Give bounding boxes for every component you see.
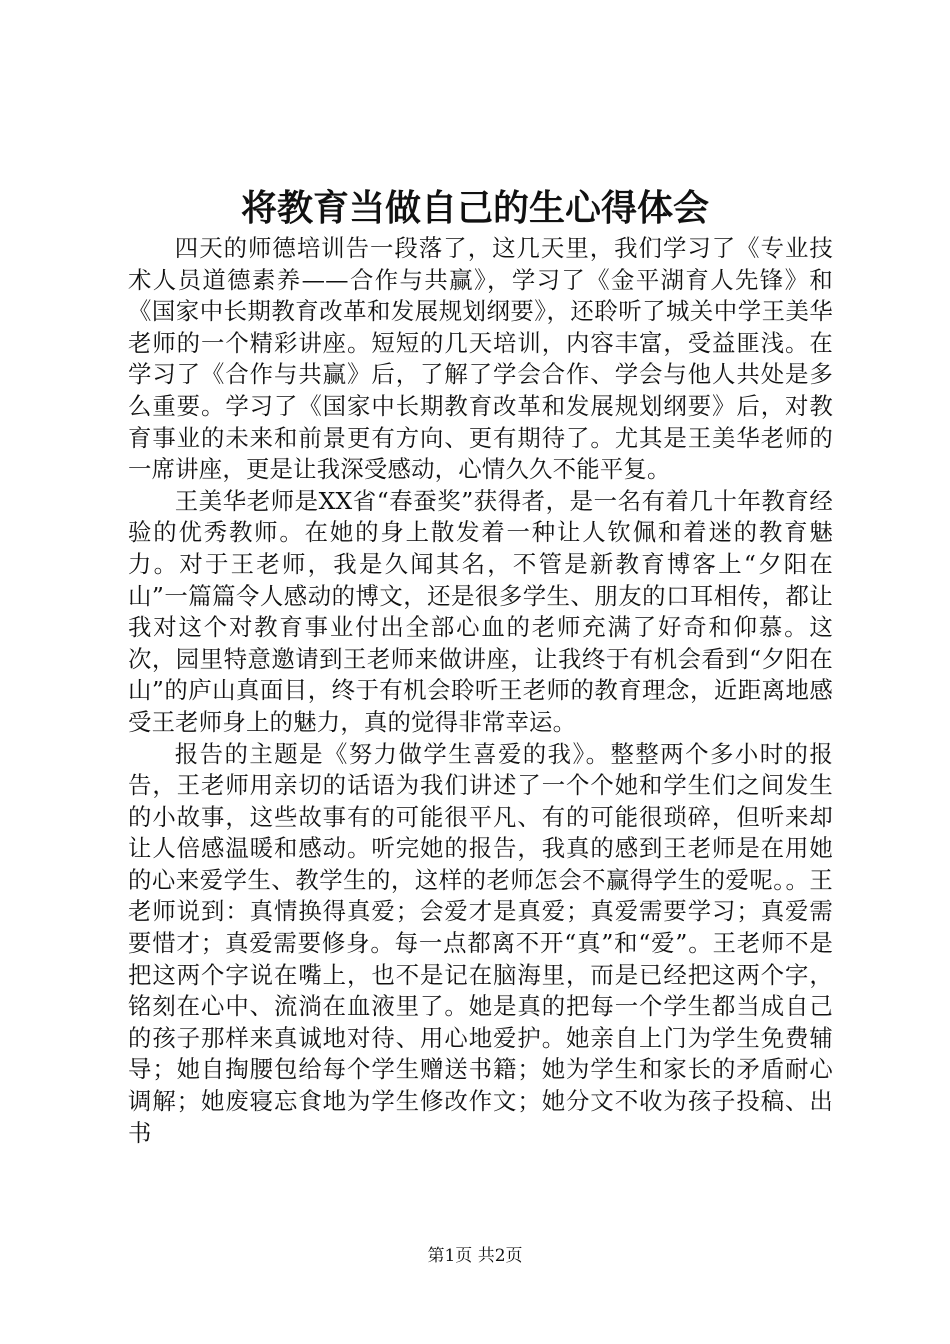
document-title: 将教育当做自己的生心得体会 — [240, 187, 709, 229]
paragraph-2: 王美华老师是XX省“春蚕奖”获得者，是一名有着几十年教育经验的优秀教师。在她的身上散发着一种让人钦佩和着迷的教育魅力。对于王老师，我是久闻其名，不管是新教育博客上“夕阳在山”一篇篇令人感动的博文，还是很多学生、朋友的口耳相传，都让我对这个对教育事业付出全部心血的老师充满了好奇和仰慕。这次，园里特意邀请到王老师来做讲座，让我终于有机会看到“夕阳在山”的庐山真面目，终于有机会聆听王老师的教育理念，近距离地感受王老师身上的魅力，真的觉得非常幸运。 — [128, 486, 833, 736]
document-body — [128, 233, 833, 1149]
paragraph-1: 四天的师德培训告一段落了，这几天里，我们学习了《专业技术人员道德素养——合作与共赢》，学习了《金平湖育人先锋》和《国家中长期教育改革和发展规划纲要》，还聆听了城关中学王美华老师的一个精彩讲座。短短的几天培训，内容丰富，受益匪浅。在学习了《合作与共赢》后，了解了学会合作、学会与他人共处是多么重要。学习了《国家中长期教育改革和发展规划纲要》后，对教育事业的未来和前景更有方向、更有期待了。尤其是王美华老师的一席讲座，更是让我深受感动，心情久久不能平复。 — [128, 234, 833, 484]
page-footer: 第1页 共2页 — [427, 1246, 523, 1266]
paragraph-3: 报告的主题是《努力做学生喜爱的我》。整整两个多小时的报告，王老师用亲切的话语为我们讲述了一个个她和学生们之间发生的小故事，这些故事有的可能很平凡、有的可能很琐碎，但听来却让人倍感温暖和感动。听完她的报告，我真的感到王老师是在用她的心来爱学生、教学生的，这样的老师怎会不赢得学生的爱呢。。王老师说到：真情换得真爱；会爱才是真爱；真爱需要学习；真爱需要惜才；真爱需要修身。每一点都离不开“真”和“爱”。王老师不是把这两个字说在嘴上，也不是记在脑海里，而是已经把这两个字，铭刻在心中、流淌在血液里了。她是真的把每一个学生都当成自己的孩子那样来真诚地对待、用心地爱护。她亲自上门为学生免费辅导；她自掏腰包给每个学生赠送书籍；她为学生和家长的矛盾耐心调解；她废寝忘食地为学生修改作文；她分文不收为孩子投稿、出书 — [128, 739, 833, 1147]
